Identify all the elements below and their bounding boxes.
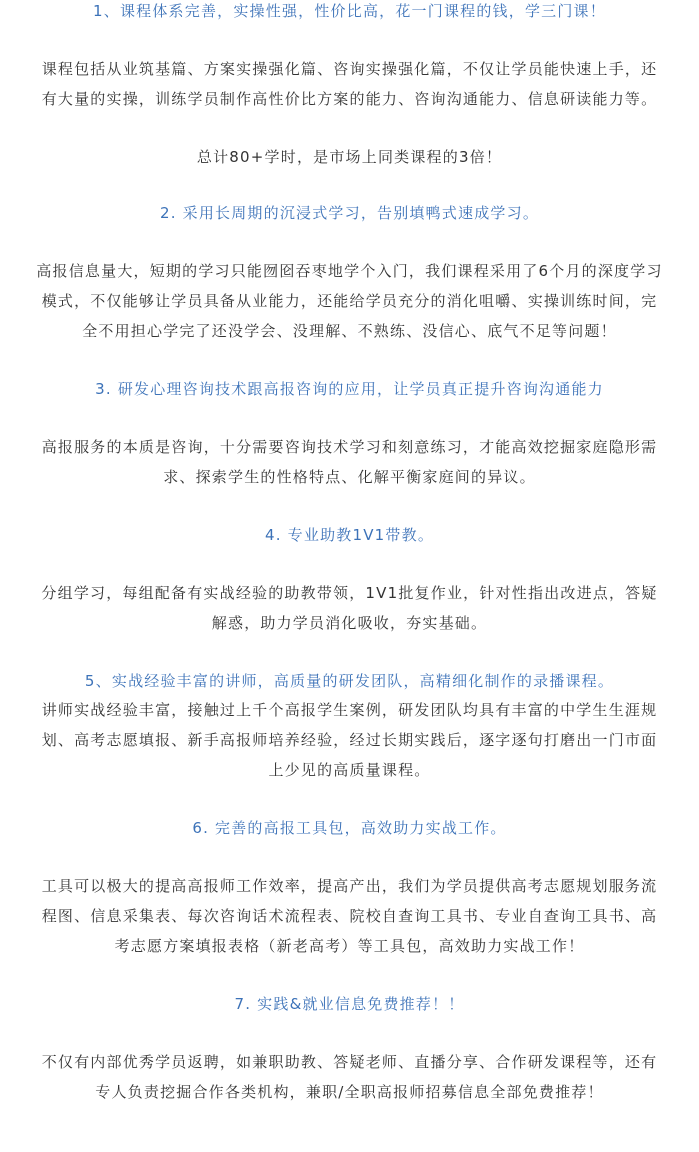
section-5-heading-text: 5、实战经验丰富的讲师，高质量的研发团队，高精细化制作的录播课程。 bbox=[84, 672, 615, 690]
paragraph-line: 上少见的高质量课程。 bbox=[268, 761, 431, 779]
section-5-paragraph-1 bbox=[30, 695, 669, 785]
paragraph-line: 解惑，助力学员消化吸收，夯实基础。 bbox=[211, 614, 488, 632]
paragraph-line: 高报信息量大，短期的学习只能囫囵吞枣地学个入门，我们课程采用了6个月的深度学习 bbox=[36, 262, 663, 280]
paragraph-line: 课程包括从业筑基篇、方案实操强化篇、咨询实操强化篇，不仅让学员能快速上手，还 bbox=[41, 60, 658, 78]
paragraph-line: 工具可以极大的提高高报师工作效率，提高产出，我们为学员提供高考志愿规划服务流 bbox=[41, 877, 658, 895]
section-1-paragraph-2 bbox=[30, 142, 669, 172]
section-7-heading bbox=[30, 993, 669, 1015]
paragraph-line: 专人负责挖掘合作各类机构，兼职/全职高报师招募信息全部免费推荐！ bbox=[95, 1083, 604, 1101]
section-2-heading-text: 2. 采用长周期的沉浸式学习，告别填鸭式速成学习。 bbox=[159, 204, 540, 222]
paragraph-line: 考志愿方案填报表格（新老高考）等工具包，高效助力实战工作！ bbox=[114, 937, 585, 955]
paragraph-line: 讲师实战经验丰富，接触过上千个高报学生案例，研发团队均具有丰富的中学生生涯规 bbox=[41, 701, 658, 719]
section-5-heading bbox=[30, 670, 669, 692]
paragraph-line: 全不用担心学完了还没学会、没理解、不熟练、没信心、底气不足等问题！ bbox=[82, 322, 617, 340]
section-6-heading-text: 6. 完善的高报工具包，高效助力实战工作。 bbox=[192, 819, 507, 837]
paragraph-line: 模式，不仅能够让学员具备从业能力，还能给学员充分的消化咀嚼、实操训练时间，完 bbox=[41, 292, 658, 310]
section-6-paragraph-1 bbox=[30, 871, 669, 961]
section-4-heading-text: 4. 专业助教1V1带教。 bbox=[264, 526, 435, 544]
paragraph-line: 程图、信息采集表、每次咨询话术流程表、院校自查询工具书、专业自查询工具书、高 bbox=[41, 907, 658, 925]
section-1-heading bbox=[30, 0, 669, 22]
section-6-heading bbox=[30, 817, 669, 839]
section-4-heading bbox=[30, 524, 669, 546]
paragraph-line: 总计80+学时，是市场上同类课程的3倍！ bbox=[196, 148, 503, 166]
section-1-heading-text: 1、课程体系完善，实操性强，性价比高，花一门课程的钱，学三门课！ bbox=[93, 2, 606, 20]
section-3-paragraph-1 bbox=[30, 432, 669, 492]
section-7-paragraph-1 bbox=[30, 1047, 669, 1107]
section-4-paragraph-1 bbox=[30, 578, 669, 638]
paragraph-line: 分组学习，每组配备有实战经验的助教带领，1V1批复作业，针对性指出改进点，答疑 bbox=[41, 584, 658, 602]
section-3-heading bbox=[30, 378, 669, 400]
paragraph-line: 求、探索学生的性格特点、化解平衡家庭间的异议。 bbox=[163, 468, 536, 486]
paragraph-line: 有大量的实操，训练学员制作高性价比方案的能力、咨询沟通能力、信息研读能力等。 bbox=[41, 90, 658, 108]
section-7-heading-text: 7. 实践&就业信息免费推荐！！ bbox=[234, 995, 465, 1013]
section-3-heading-text: 3. 研发心理咨询技术跟高报咨询的应用，让学员真正提升咨询沟通能力 bbox=[95, 380, 604, 398]
section-2-paragraph-1 bbox=[30, 256, 669, 346]
section-2-heading bbox=[30, 202, 669, 224]
paragraph-line: 不仅有内部优秀学员返聘，如兼职助教、答疑老师、直播分享、合作研发课程等，还有 bbox=[41, 1053, 658, 1071]
paragraph-line: 划、高考志愿填报、新手高报师培养经验，经过长期实践后，逐字逐句打磨出一门市面 bbox=[41, 731, 658, 749]
paragraph-line: 高报服务的本质是咨询，十分需要咨询技术学习和刻意练习，才能高效挖掘家庭隐形需 bbox=[41, 438, 658, 456]
section-1-paragraph-1 bbox=[30, 54, 669, 114]
